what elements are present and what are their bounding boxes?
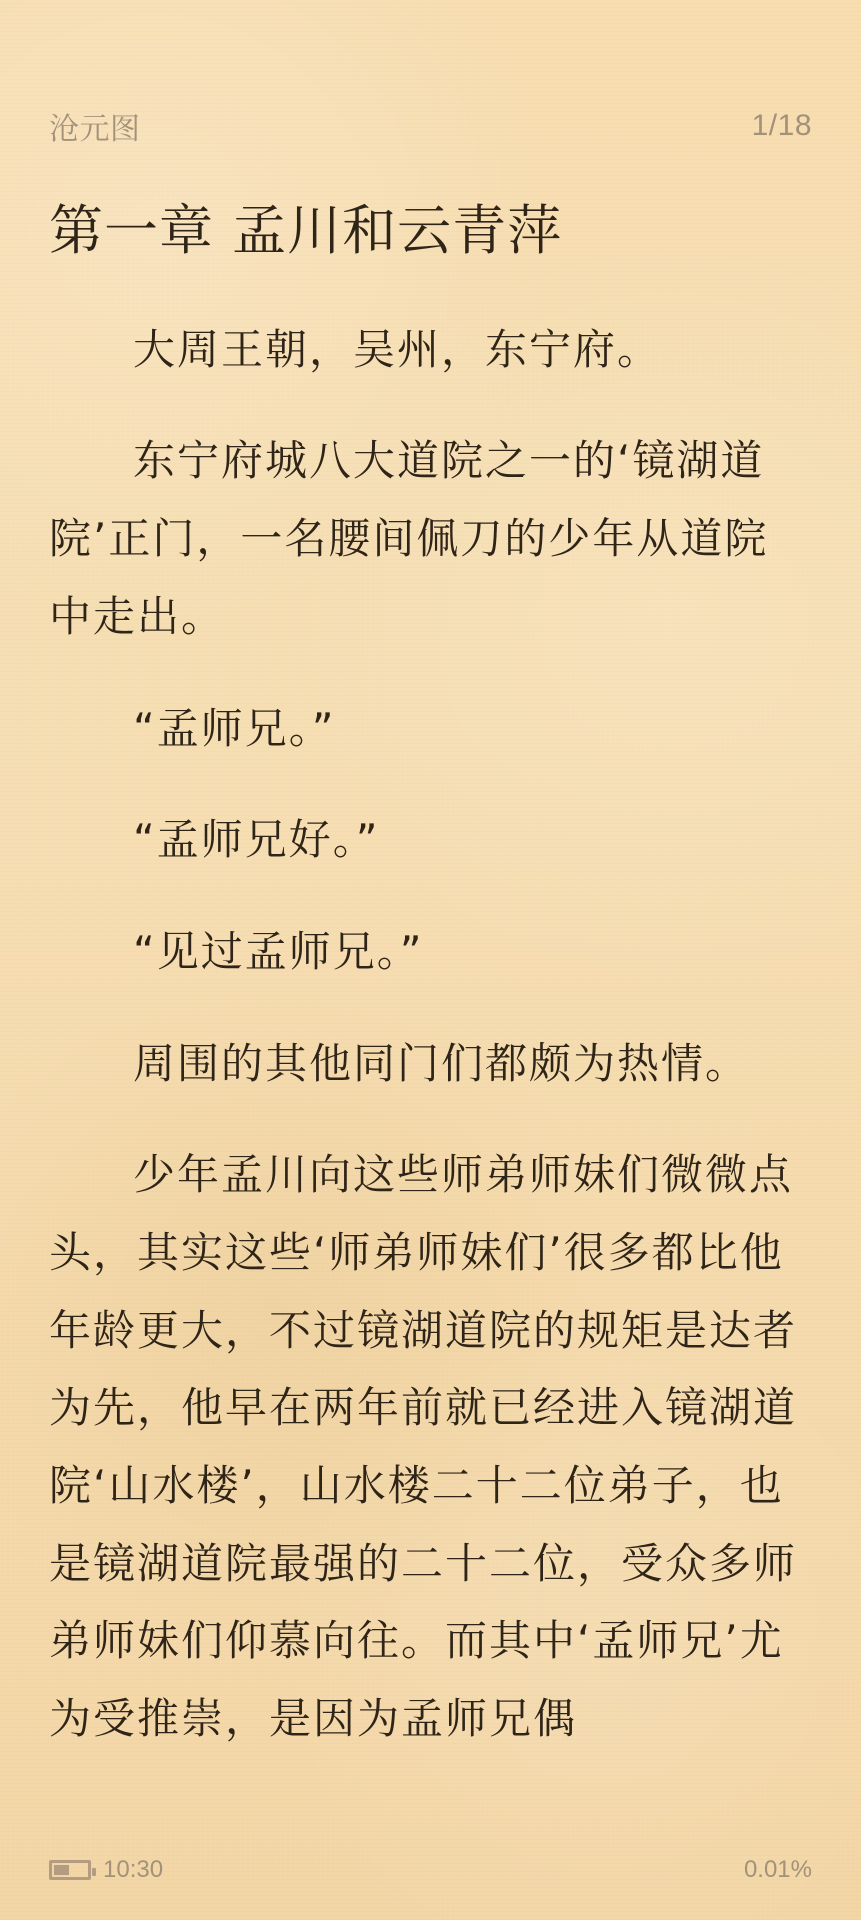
battery-icon bbox=[49, 1860, 91, 1880]
paragraph-1: 大周王朝，吴州，东宁府。 bbox=[133, 324, 662, 374]
reading-content[interactable] bbox=[49, 199, 812, 1792]
paragraph-6: 周围的其他同门们都颇为热情。 bbox=[133, 1038, 750, 1088]
paragraph-7: 少年孟川向这些师弟师妹们微微点头，其实这些‘师弟师妹们’很多都比他年龄更大，不过镜湖道院的规矩是达者为先，他早在两年前就已经进入镜湖道院‘山水楼’，山水楼二十二位弟子，也是镜湖道院最强的二十二位，受众多师弟师妹们仰慕向往。而其中‘孟师兄’尤为受推崇，是因为孟师兄偶 bbox=[49, 1150, 798, 1744]
clock-time: 10:30 bbox=[103, 1856, 164, 1883]
chapter-title: 第一章 孟川和云青萍 bbox=[49, 199, 563, 262]
paragraph-2: 东宁府城八大道院之一的‘镜湖道院’正门，一名腰间佩刀的少年从道院中走出。 bbox=[49, 436, 769, 641]
paragraph-5: “见过孟师兄。” bbox=[133, 926, 424, 976]
book-title: 沧元图 bbox=[49, 112, 141, 147]
page-indicator: 1/18 bbox=[751, 109, 812, 142]
bottom-status-bar bbox=[49, 1850, 812, 1890]
battery-level-fill bbox=[54, 1865, 69, 1875]
top-bar bbox=[49, 106, 812, 146]
status-left bbox=[49, 1856, 163, 1884]
paragraph-3: “孟师兄。” bbox=[133, 703, 336, 753]
paragraph-4: “孟师兄好。” bbox=[133, 815, 380, 865]
reading-progress: 0.01% bbox=[743, 1856, 812, 1883]
